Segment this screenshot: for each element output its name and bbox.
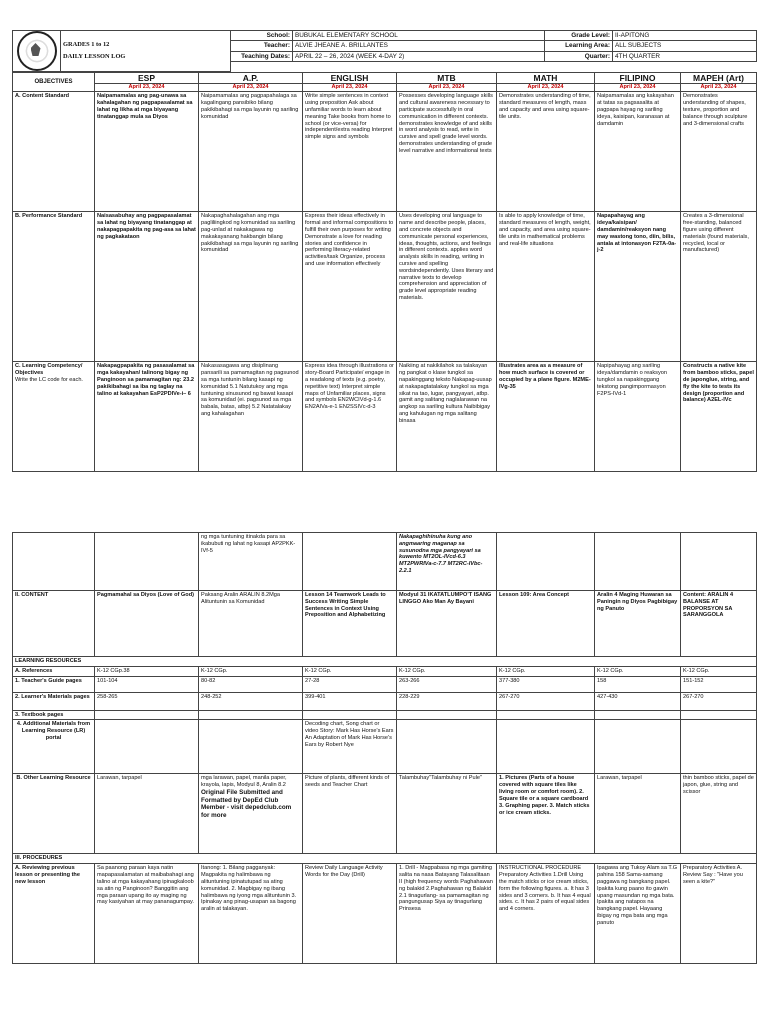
cell-mapeh: Creates a 3-dimensional free-standing, balanced figure using different materials (found materials, recycled, local or manufactured) — [681, 212, 757, 362]
cell-filipino: 158 — [595, 676, 681, 692]
cell-ap: Nakasasagawa ang disiplinang pansarili sa pamamagitan ng pagsunod sa mga tuntunin bilang kasapi ng komunidad 5.1 Natutukoy ang mga tuntuning sinusunod ng bawat kasapi sa komunidad (ei. pagsunod sa mga babala, batas, atbp) 5.2 Natatalakay ang kahalagahan — [199, 362, 303, 472]
school-label: School: — [231, 31, 293, 41]
teacher-value: ALVIE JHEANE A. BRILLANTES — [293, 41, 545, 51]
cell-math: INSTRUCTIONAL PROCEDURE Preparatory Activities 1.Drill Using the match sticks or ice cream sticks, form the following figures. a. It has 3 sides and 3 corners. b. It has 4 equal sides. c. It has 2 pairs of equal sides and 4 corners. — [497, 864, 595, 964]
date-cell: April 23, 2024 — [95, 84, 199, 92]
references-row — [13, 666, 757, 676]
other-resources-row — [13, 774, 757, 854]
cell-english: Lesson 14 Teamwork Leads to Success Writing Simple Sentences in Context Using Preposition and Alphabetizing — [303, 591, 397, 657]
textbook-row — [13, 710, 757, 720]
cell-mapeh: 151-152 — [681, 676, 757, 692]
section-label: LEARNING RESOURCES — [13, 657, 757, 667]
row-label: 1. Teacher's Guide pages — [13, 676, 95, 692]
section-label: III. PROCEDURES — [13, 854, 757, 864]
cell-mtb: 1. Drill - Magpabasa ng mga gamiting salita na nasa Batayang Talasalitaan II (high frequency words Paghahawan ng balakid 2.Paghahawan ng Balakid 2.1 tinagurlang- sa pamamagitan ng pangungusap Siya ay tinagurlang Prinsesa — [397, 864, 497, 964]
teacher-guide-row — [13, 676, 757, 692]
performance-standard-row — [13, 212, 757, 362]
cell-english: Express idea through illustrations or story-Board Participate/ engage in a readalong of texts (e.g. poetry, repetitive text) Interpret simple maps of Unfamiliar places, signs and symbols EN2WCIVd-g-1.6 EN2AIVa-e-1 EN2SSIVc-d-3 — [303, 362, 397, 472]
teacher-label: Teacher: — [231, 41, 293, 51]
cell-esp: K-12 CGp.38 — [95, 666, 199, 676]
cell-esp: 101-104 — [95, 676, 199, 692]
subject-filipino: FILIPINO — [595, 73, 681, 84]
cell-math: 1. Pictures (Parts of a house covered with square tiles like living room or comfort room). 2. Square tile or a square cardboard 3. Graphing paper. 3. Match sticks or ice cream sticks. — [497, 774, 595, 854]
area-label: Learning Area: — [545, 41, 613, 51]
cell-esp: 258-265 — [95, 692, 199, 710]
grade-label: Grade Level: — [545, 31, 613, 41]
row-sublabel: Write the LC code for each. — [15, 376, 83, 383]
content-procedures-table — [12, 532, 757, 964]
row-label: 3. Textbook pages — [13, 710, 95, 720]
row-label: A. References — [13, 666, 95, 676]
learning-competency-row — [13, 362, 757, 472]
cell-math: Illustrates area as a measure of how much surface is covered or occupied by a plane figure. M2ME-IVg-35 — [497, 362, 595, 472]
cell-english: Write simple sentences in context using preposition Ask about unfamiliar words to learn about meaning Take books from home to school (or vice-versa) for independent/extra reading Interpret simple signs and symbols — [303, 92, 397, 212]
additional-materials-row — [13, 720, 757, 774]
cell-mapeh: K-12 CGp. — [681, 666, 757, 676]
cell-mtb: Uses developing oral language to name and describe people, places, and concrete objects and communicate personal experiences, ideas, thoughts, actions, and feelings in different contexts. applies word analysis skills in reading, writing in cursive and spelling wordsindependently. Uses literary and narrative texts to develop comprehension and appreciation of grade level appropriate reading materials. — [397, 212, 497, 362]
cell-filipino — [595, 533, 681, 591]
subject-english: ENGLISH — [303, 73, 397, 84]
cell-english: K-12 CGp. — [303, 666, 397, 676]
cell-filipino: K-12 CGp. — [595, 666, 681, 676]
school-value: BUBUKAL ELEMENTARY SCHOOL — [293, 31, 545, 41]
grade-value: II-APITONG — [613, 31, 757, 41]
cell-mapeh: 267-270 — [681, 692, 757, 710]
cell-filipino: Naipamamalas ang kakayahan at tatas sa pagsasalita at pagpapa hayag ng sariling ideya, kaisipan, karanasan at damdamin — [595, 92, 681, 212]
cell-ap: 248-252 — [199, 692, 303, 710]
cell-math: 267-270 — [497, 692, 595, 710]
deped-seal-cell — [13, 31, 61, 72]
cell-ap: Nakapaghahalagahan ang mga pagliliingkod ng komunidad sa sariling pag-unlad at nakakagawa ng makakayanang hakbangin bilang pakikibahagi sa mga layunin ng sariling komunidad — [199, 212, 303, 362]
cell-english: 27-28 — [303, 676, 397, 692]
cell-ap: Naipamamalas ang pagpapahalaga sa kagalingang pansibiko bilang pakikibahagi sa mga layunin ng sariling komunidad — [199, 92, 303, 212]
row-label: A. Reviewing previous lesson or presenting the new lesson — [13, 864, 95, 964]
quarter-value: 4TH QUARTER — [613, 51, 757, 61]
row-label-text: C. Learning Competency/ Objectives — [15, 363, 83, 377]
cell-filipino: Napipahayag ang sariling ideya/damdamin o reaksyon tungkol sa napakinggang tekstong pangimpormasyon F2PS-IVd-1 — [595, 362, 681, 472]
cell-ap: Itanong: 1. Bilang pagganyak: Magpakita ng halimbawa ng alituntuning ipinatutupad sa ating komunidad. 2. Magbigay ng ibang halimbawa ng iyong mga alituntunin 3. Ipinakay ang pinag-usapan sa bagong aralin at talakayan. — [199, 864, 303, 964]
cell-mtb: Modyul 31 IKATATLUMPO'T ISANG LINGGO Ako Man Ay Bayani — [397, 591, 497, 657]
cell-math: K-12 CGp. — [497, 666, 595, 676]
cell-mapeh: Preparatory Activities A. Review Say : "Have you seen a kite?" — [681, 864, 757, 964]
cell-mtb: Talambuhay"Talambuhay ni Pule" — [397, 774, 497, 854]
cell-ap: ng mga tuntuning itinakda para sa ikabubuti ng lahat ng kasapi AP2PKK-IVf-5 — [199, 533, 303, 591]
row-label: II. CONTENT — [13, 591, 95, 657]
subject-esp: ESP — [95, 73, 199, 84]
cell-mapeh: Constructs a native kite from bamboo sticks, papel de japonglue, string, and fly the kite to tests its design (proportion and balance) A2EL-IVc — [681, 362, 757, 472]
cell-math: Is able to apply knowledge of time, standard measures of length, weight, and capacity, and area using square-tile units in mathematical problems and real-life situations — [497, 212, 595, 362]
cell-mtb: Naikiing at nakikilahok sa talakayan ng pangkat o klase tungkol sa napakinggang teksto Nakapag-uusap at nakapagtatalakay tungkol sa mga sikat na tao, lugar, pangyayari, atbp. gamit ang salitang naglalarawan na angkop sa sariling kultura Naibibigay ang kahulugan ng mga salitang binasa — [397, 362, 497, 472]
title-line-1: GRADES 1 to 12 — [63, 41, 110, 48]
cell-filipino: 427-430 — [595, 692, 681, 710]
date-cell: April 23, 2024 — [681, 84, 757, 92]
row-label: B. Other Learning Resource — [13, 774, 95, 854]
cell-english: 399-401 — [303, 692, 397, 710]
cell-mtb — [397, 720, 497, 774]
objectives-table — [12, 72, 757, 472]
cell-esp: Larawan, tarpapel — [95, 774, 199, 854]
cell-filipino: Aralin 4 Maging Huwaran sa Paningin ng Diyos Pagbibigay ng Panuto — [595, 591, 681, 657]
date-cell: April 23, 2024 — [595, 84, 681, 92]
cell-esp: Nakapagpapakita ng pasasalamat sa mga kakayahan/ talinong bigay ng Panginoon sa pamamagitan ng: 23.2 pakikibahagi sa iba ng taglay na talino at kakayahan EsP2PDIVe-i– 6 — [95, 362, 199, 472]
cell-ap — [199, 774, 303, 854]
cell-math — [497, 533, 595, 591]
log-title — [61, 31, 231, 72]
cell-filipino — [595, 720, 681, 774]
cell-math: Lesson 109: Area Concept — [497, 591, 595, 657]
row-label: A. Content Standard — [13, 92, 95, 212]
cell-english: Review Daily Language Activity Words for the Day (Drill) — [303, 864, 397, 964]
dates-label: Teaching Dates: — [231, 51, 293, 61]
cell-mapeh — [681, 720, 757, 774]
subject-mtb: MTB — [397, 73, 497, 84]
cell-mtb: K-12 CGp. — [397, 666, 497, 676]
cell-english: Decoding chart, Song chart or video Story: Mark Has Horse's Ears An Adaptation of Mark Has Horse's Ears by Robert Nye — [303, 720, 397, 774]
cell-filipino: Napapahayag ang ideya/kaisipan/ damdamin/reaksyon nang may wastong tono, diin, bilis, antala at intonasyon F2TA-0a-j-2 — [595, 212, 681, 362]
cell-ap: 80-82 — [199, 676, 303, 692]
cell-esp — [95, 533, 199, 591]
subject-mapeh: MAPEH (Art) — [681, 73, 757, 84]
row-label — [13, 533, 95, 591]
cell-ap-text: mga larawan, papel, manila paper, krayola, lapis, Modyul 8, Aralin 8.2 — [201, 775, 287, 789]
cell-filipino: Ipagawa ang Tukoy Alam sa T.G pahina 158 Sama-samang paggawa ng bangkang papel. Ipakita kung paano ito gawin upang masundan ng mga bata. Ipakita ang natapos na bangkang papel. Hayaang ibigay ng mga bata ang mga panuto — [595, 864, 681, 964]
cell-mtb: Possesses developing language skills and cultural awareness necessary to participate successfully in oral communication in different contexts. demonstrates knowledge of and skills in word analysis to read, write in cursive and spell grade level words. demonstrates understanding of grade level narrative and informational texts — [397, 92, 497, 212]
row-label — [13, 362, 95, 472]
cell-esp — [95, 720, 199, 774]
row-label: 4. Additional Materials from Learning Resource (LR) portal — [13, 720, 95, 774]
learning-resources-row — [13, 657, 757, 667]
cell-mtb: Nakapaghihinuha kung ano angmaaring maganap sa susunodna mga pangyayari sa kuwento MT2OL-IVcd-6.3 MT2PWRIVa-c-7.7 MT2RC-IVbc-2.2.1 — [397, 533, 497, 591]
depedclub-note: Original File Submitted and Formatted by DepEd Club Member - visit depedclub.com for more — [201, 789, 292, 820]
procedures-row — [13, 854, 757, 864]
competency-continuation-row — [13, 533, 757, 591]
quarter-label: Quarter: — [545, 51, 613, 61]
learner-materials-row — [13, 692, 757, 710]
cell-mapeh: thin bamboo sticks, papel de japon, glue, string and scissor — [681, 774, 757, 854]
header-table — [12, 30, 757, 72]
deped-seal-icon — [17, 31, 57, 71]
cell-ap: K-12 CGp. — [199, 666, 303, 676]
cell-ap: Paksang Aralin ARALIN 8.2Mga Alituntunin sa Komunidad — [199, 591, 303, 657]
cell-mtb: 263-266 — [397, 676, 497, 692]
date-cell: April 23, 2024 — [303, 84, 397, 92]
cell-english: Picture of plants, different kinds of seeds and Teacher Chart — [303, 774, 397, 854]
cell-mapeh: Content: ARALIN 4 BALANSE AT PROPORSYON SA SARANGGOLA — [681, 591, 757, 657]
cell-esp: Naipamamalas ang pag-unawa sa kahalagahan ng pagpapasalamat sa lahat ng likha at mga biyayang tinatanggap mula sa Diyos — [95, 92, 199, 212]
date-cell: April 23, 2024 — [497, 84, 595, 92]
title-line-2: DAILY LESSON LOG — [63, 53, 126, 60]
dates-value: APRIL 22 – 26, 2024 (WEEK 4-DAY 2) — [293, 51, 545, 61]
content-standard-row — [13, 92, 757, 212]
cell-esp: Sa paanong paraan kaya natin mapapasalamatan at maibabahagi ang talino at mga kakayahang ipinagkaloob sa atin ng Panginoon? Banggitin ang mga paraan upang ito ay maging ng may kasiyahan at may pananagumpay. — [95, 864, 199, 964]
subject-math: MATH — [497, 73, 595, 84]
cell-filipino: Larawan, tarpapel — [595, 774, 681, 854]
date-cell: April 23, 2024 — [397, 84, 497, 92]
cell-mapeh — [681, 533, 757, 591]
cell-esp: Naisasabuhay ang pagpapasalamat sa lahat ng biyayang tinatanggap at nakapagpapakita ng pag-asa sa lahat ng pagkakataon — [95, 212, 199, 362]
date-cell: April 23, 2024 — [199, 84, 303, 92]
cell-mtb: 228-229 — [397, 692, 497, 710]
lesson-log-page-2 — [12, 532, 756, 964]
subject-ap: A.P. — [199, 73, 303, 84]
objectives-label: OBJECTIVES — [13, 73, 95, 92]
area-value: ALL SUBJECTS — [613, 41, 757, 51]
content-row — [13, 591, 757, 657]
cell-math: Demonstrates understanding of time, standard measures of length, mass and capacity and area using square-tile units. — [497, 92, 595, 212]
row-label: 2. Learner's Materials pages — [13, 692, 95, 710]
cell-mapeh: Demonstrates understanding of shapes, texture, proportion and balance through sculpture and 3-dimensional crafts — [681, 92, 757, 212]
cell-english: Express their ideas effectively in formal and informal compositions to fulfill their own purposes for writing Demonstrate a love for reading stories and confidence in performing literacy-related activities/task Organize, process and use information effectively — [303, 212, 397, 362]
lesson-log-page-1 — [12, 30, 756, 472]
row-label: B. Performance Standard — [13, 212, 95, 362]
cell-math — [497, 720, 595, 774]
review-row — [13, 864, 757, 964]
cell-math: 377-380 — [497, 676, 595, 692]
cell-esp: Pagmamahal sa Diyos (Love of God) — [95, 591, 199, 657]
cell-english — [303, 533, 397, 591]
cell-ap — [199, 720, 303, 774]
